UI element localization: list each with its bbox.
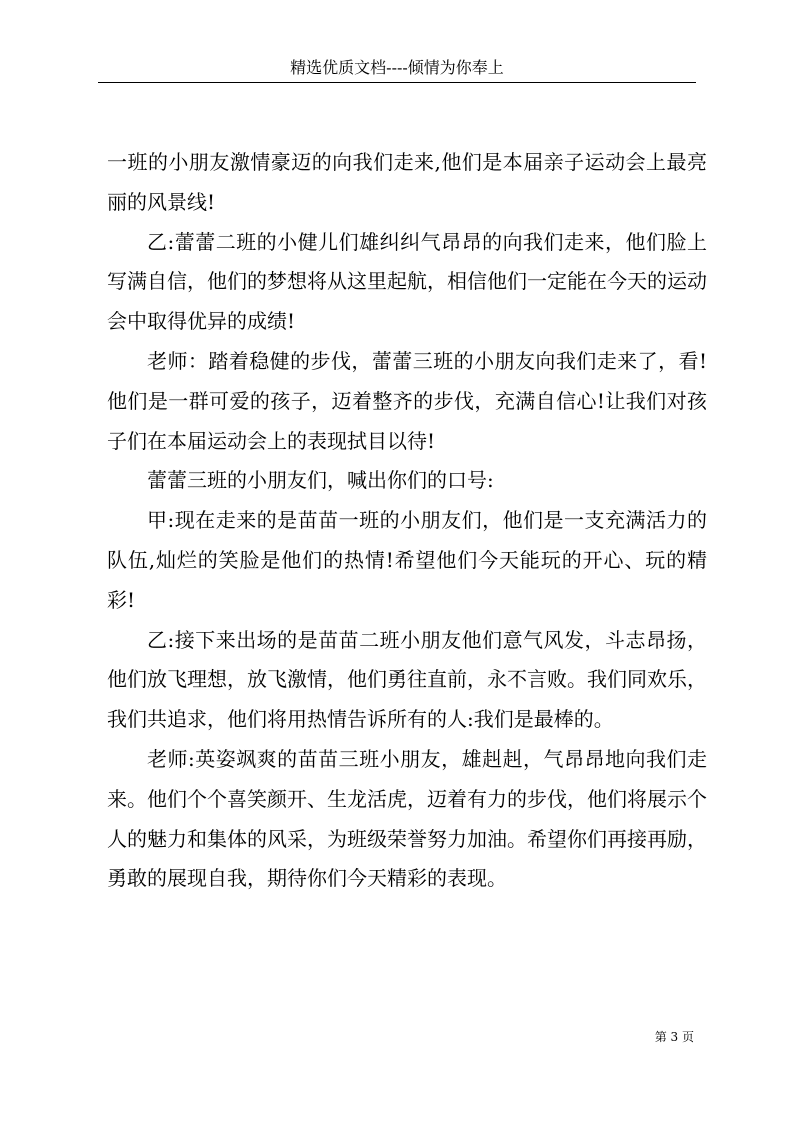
paragraph-1: 一班的小朋友激情豪迈的向我们走来,他们是本届亲子运动会上最亮丽的风景线! <box>107 150 707 214</box>
document-body <box>107 143 707 899</box>
paragraph-3: 老师：踏着稳健的步伐，蕾蕾三班的小朋友向我们走来了，看!他们是一群可爱的孩子，迈着整齐的步伐，充满自信心!让我们对孩子们在本届运动会上的表现拭目以待! <box>107 348 707 453</box>
paragraph-6: 乙:接下来出场的是苗苗二班小朋友他们意气风发，斗志昂扬，他们放飞理想，放飞激情，他们勇往直前，永不言败。我们同欢乐，我们共追求，他们将用热情告诉所有的人:我们是最棒的。 <box>107 627 707 732</box>
paragraph-4: 蕾蕾三班的小朋友们，喊出你们的口号: <box>147 468 494 493</box>
header-divider <box>98 82 696 83</box>
paragraph-5: 甲:现在走来的是苗苗一班的小朋友们，他们是一支充满活力的队伍,灿烂的笑脸是他们的热情!希望他们今天能玩的开心、玩的精彩! <box>107 508 707 612</box>
paragraph-2: 乙:蕾蕾二班的小健儿们雄纠纠气昂昂的向我们走来，他们脸上写满自信，他们的梦想将从这里起航，相信他们一定能在今天的运动会中取得优异的成绩! <box>107 229 707 334</box>
header-title: 精选优质文档----倾情为你奉上 <box>290 58 504 77</box>
paragraph-7: 老师:英姿飒爽的苗苗三班小朋友，雄赳赳，气昂昂地向我们走来。他们个个喜笑颜开、生龙活虎，迈着有力的步伐，他们将展示个人的魅力和集体的风采，为班级荣誉努力加油。希望你们再接再励，勇敢的展现自我，期待你们今天精彩的表现。 <box>107 746 707 891</box>
page-footer <box>655 1029 694 1045</box>
page-number: 第 3 页 <box>654 1030 694 1044</box>
page-header <box>98 56 696 80</box>
